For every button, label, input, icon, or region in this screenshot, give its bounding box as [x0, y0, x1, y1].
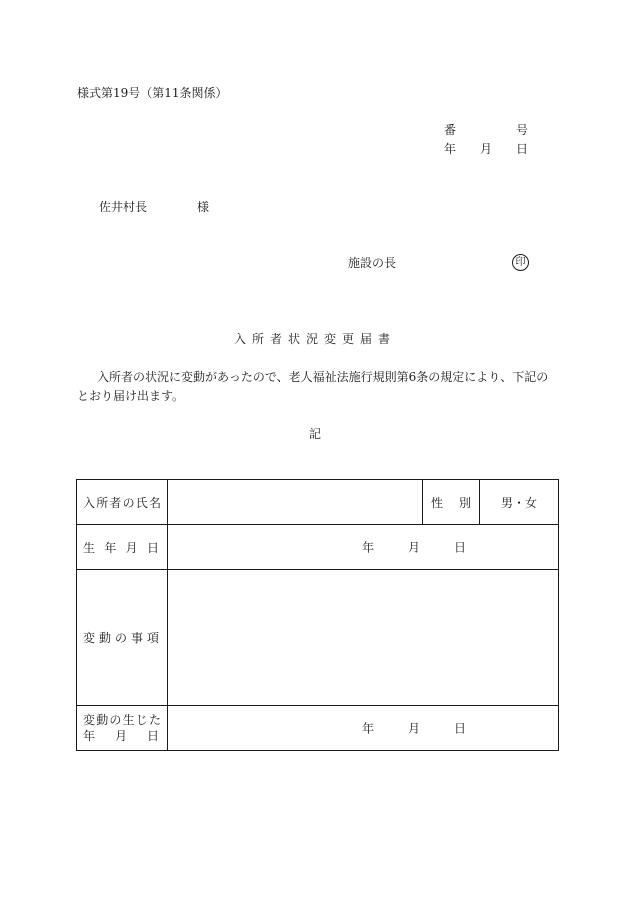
label-char: 年 — [104, 540, 117, 555]
label-char: 性 — [431, 495, 444, 510]
date-part: 日 — [453, 540, 466, 555]
date-part: 月 — [407, 540, 420, 555]
table-row-change-item — [77, 570, 559, 706]
label-char: 月 — [125, 540, 138, 555]
label-char: の — [109, 713, 122, 727]
table-row-name — [77, 480, 559, 525]
label-char: 生 — [83, 540, 96, 555]
label-resident-name — [77, 480, 168, 525]
reference-number — [444, 121, 528, 138]
label-change-item — [77, 570, 168, 706]
label-char: の — [114, 631, 127, 645]
label-char: 所 — [96, 495, 109, 510]
field-resident-name[interactable] — [168, 480, 423, 525]
label-char: 者 — [109, 495, 122, 510]
field-change-item[interactable] — [168, 570, 559, 706]
label-char: 氏 — [135, 495, 148, 510]
label-char: 別 — [458, 495, 471, 510]
label-char: の — [122, 495, 135, 510]
label-char: 日 — [146, 729, 159, 743]
label-char: 項 — [146, 631, 159, 645]
document-title: 入所者状況変更届書 — [233, 332, 396, 346]
label-char: 変 — [83, 631, 96, 645]
sender-title: 施設の長 — [348, 256, 397, 270]
seal-mark: 印 — [512, 254, 529, 271]
addressee-honorific: 様 — [197, 200, 210, 214]
date-part: 年 — [362, 721, 375, 736]
label-char: 年 — [83, 729, 96, 743]
field-gender[interactable]: 男・女 — [480, 480, 559, 525]
field-birthdate[interactable] — [168, 525, 559, 570]
form-number: 様式第19号（第11条関係） — [77, 86, 228, 100]
date-month: 月 — [479, 142, 492, 156]
date-day: 日 — [515, 142, 528, 156]
date-part: 年 — [362, 540, 375, 555]
ref-go: 号 — [515, 123, 528, 137]
document-date — [444, 140, 528, 157]
date-year: 年 — [444, 142, 457, 156]
label-char: 生 — [122, 713, 135, 727]
label-char: 日 — [146, 540, 159, 555]
date-part: 日 — [453, 721, 466, 736]
date-part: 月 — [407, 721, 420, 736]
label-char: じ — [135, 713, 148, 727]
ki-heading: 記 — [308, 427, 321, 441]
label-gender — [423, 480, 480, 525]
label-char: た — [148, 713, 161, 727]
label-birthdate — [77, 525, 168, 570]
label-char: 名 — [148, 495, 161, 510]
label-char: 動 — [98, 631, 111, 645]
body-text: 入所者の状況に変動があったので、老人福祉法施行規則第6条の規定により、下記のとおり届け出ます。 — [77, 370, 549, 403]
field-change-date[interactable] — [168, 706, 559, 751]
label-char: 入 — [83, 495, 96, 510]
ref-ban: 番 — [444, 123, 457, 137]
label-char: 変 — [83, 713, 96, 727]
table-row-change-date — [77, 706, 559, 751]
label-char: 動 — [96, 713, 109, 727]
label-change-date — [77, 706, 168, 751]
form-table — [76, 479, 559, 751]
label-char: 事 — [130, 631, 143, 645]
addressee-name: 佐井村長 — [99, 200, 148, 214]
label-char: 月 — [114, 729, 127, 743]
table-row-birthdate — [77, 525, 559, 570]
